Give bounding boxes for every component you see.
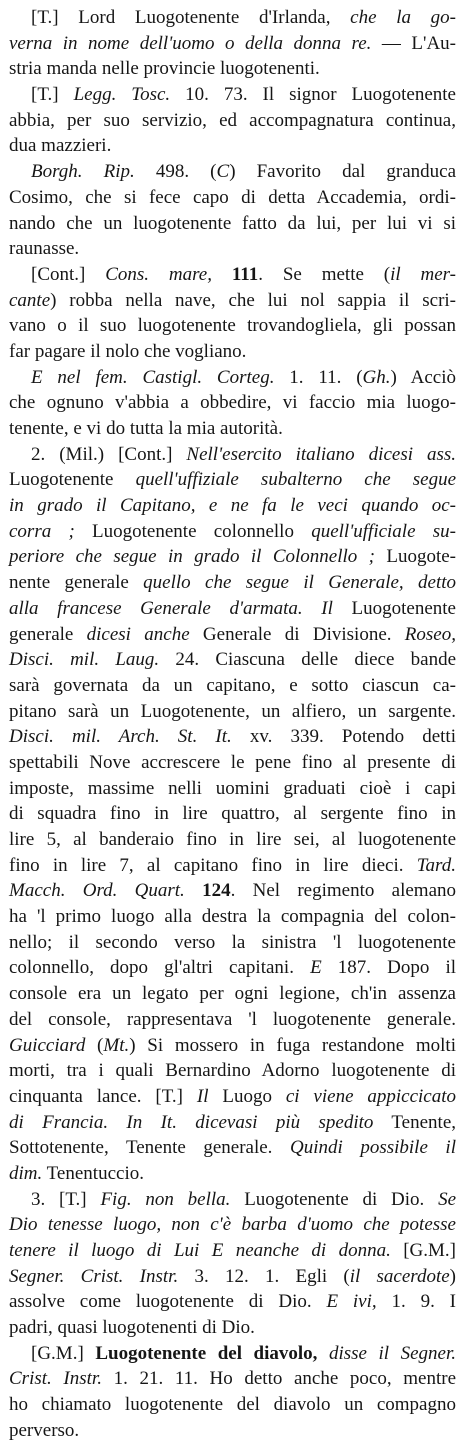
text-line	[9, 31, 456, 57]
text-line	[9, 750, 456, 776]
text-segment: Luogo	[208, 1085, 286, 1107]
text-segment: lire 5, al banderaio fino in lire sei, al luogotenente	[9, 829, 456, 850]
text-line	[9, 776, 456, 802]
text-segment: . Se mette (	[258, 263, 391, 285]
text-segment: ha 'l primo luogo alla destra la compagnia del colon-	[9, 906, 456, 928]
text-segment: 24. Ciascuna delle diece bande	[159, 649, 456, 671]
italic-text: Roseo,	[404, 623, 456, 645]
text-line	[9, 1187, 456, 1213]
italic-text: disse il Segner.	[317, 1342, 457, 1364]
text-segment: tenente, e vi do tutta la mia autorità.	[9, 418, 283, 439]
italic-text: Fig. non bella.	[100, 1188, 231, 1210]
text-line	[9, 724, 456, 750]
text-segment: 1. 9. I	[376, 1291, 456, 1313]
text-segment: 1. 11. (	[274, 366, 363, 388]
text-line	[9, 1392, 456, 1418]
text-segment: di squadra fino in lire quattro, al sergente fino in	[9, 803, 456, 825]
text-line	[9, 1341, 456, 1367]
italic-text: Se	[438, 1188, 456, 1210]
italic-text: Legg. Tosc.	[73, 84, 171, 106]
text-line	[9, 236, 456, 262]
text-segment: imposte, massime nelli uomini graduati cioè i capi	[9, 777, 456, 799]
text-segment: nente generale	[9, 572, 144, 594]
text-line	[9, 596, 456, 622]
text-segment: 3. [T.]	[31, 1188, 101, 1210]
text-segment: ) Acciò	[390, 366, 456, 388]
italic-text: Cons. mare,	[105, 263, 212, 285]
text-line	[9, 1135, 456, 1161]
text-line	[9, 699, 456, 725]
bold-text: Luogotenente del diavolo,	[95, 1342, 318, 1364]
text-line	[9, 930, 456, 956]
text-segment: [T.]	[31, 84, 74, 106]
text-line	[9, 1238, 456, 1264]
text-line	[9, 467, 456, 493]
italic-text: Crist. Instr.	[9, 1368, 102, 1390]
text-segment: — L'Au-	[371, 32, 457, 54]
text-segment: ) Si mossero in fuga restandone molti	[129, 1034, 456, 1056]
text-segment: (	[85, 1034, 104, 1056]
text-segment: 3. 12. 1. Egli (	[178, 1265, 350, 1287]
italic-text: Segner. Crist. Instr.	[9, 1265, 179, 1287]
italic-text: in grado il Capitano, e ne fa le veci quando oc-	[9, 495, 456, 517]
text-segment: 1. 21. 11. Ho detto anche poco, mentre	[101, 1368, 456, 1390]
italic-text: periore che segue in grado il Colonnello ;	[9, 546, 375, 568]
text-segment: xv. 339. Potendo detti	[231, 726, 456, 748]
italic-text: Il	[196, 1085, 209, 1107]
italic-text: E ivi,	[326, 1291, 377, 1313]
text-segment: Luogotenente di Dio.	[230, 1188, 439, 1210]
italic-text: Quindi possibile il	[289, 1137, 456, 1159]
text-segment: [T.] Lord Luogotenente d'Irlanda,	[31, 7, 351, 28]
italic-text: il mer-	[390, 263, 456, 285]
text-line	[9, 1289, 456, 1315]
italic-text: Guicciard	[9, 1034, 86, 1056]
italic-text: Mt.	[103, 1034, 130, 1056]
text-line	[9, 673, 456, 699]
text-line	[9, 365, 456, 391]
text-segment: Luogotenente colonnello	[74, 520, 312, 542]
text-line	[9, 570, 456, 596]
text-line	[9, 1058, 456, 1084]
italic-text: Macch. Ord. Quart.	[9, 880, 185, 902]
text-segment: Sottotenente, Tenente generale.	[9, 1137, 290, 1159]
text-segment: assolve come luogotenente di Dio.	[9, 1291, 327, 1313]
text-segment: [G.M.]	[390, 1240, 456, 1261]
text-segment: morti, tra i quali Bernardino Adorno luogotenente di	[9, 1060, 456, 1082]
text-segment: Tenente,	[373, 1111, 456, 1133]
text-segment: perverso.	[9, 1419, 80, 1441]
italic-text: ci viene appiccicato	[285, 1085, 456, 1107]
text-line	[9, 981, 456, 1007]
text-line	[9, 1418, 456, 1444]
bold-text: 124	[184, 880, 231, 902]
italic-text: quell'ufficiale su-	[311, 520, 456, 542]
text-segment: Cosimo, che si fece capo di detta Accademia, ordi-	[9, 186, 456, 208]
italic-text: E nel fem. Castigl. Corteg.	[31, 366, 275, 388]
text-line	[9, 442, 456, 468]
text-line	[9, 1007, 456, 1033]
text-segment: del console, rappresentava 'l luogotenente generale.	[9, 1008, 456, 1030]
italic-text: Dio tenesse luogo, non c'è barba d'uomo che potesse	[9, 1214, 456, 1236]
text-segment: far pagare il nolo che vogliano.	[9, 340, 247, 362]
text-segment: [Cont.]	[31, 263, 106, 285]
text-line	[9, 1212, 456, 1238]
text-segment: 187. Dopo il	[321, 957, 457, 979]
text-segment: ) Favorito dal granduca	[229, 161, 456, 183]
text-segment: Luogote-	[374, 546, 456, 568]
italic-text: corra ;	[9, 520, 75, 542]
text-line	[9, 827, 456, 853]
text-line	[9, 853, 456, 879]
text-segment: nando che un luogotenente fatto da lui, per lui vi si	[9, 212, 456, 234]
text-line	[9, 904, 456, 930]
text-segment: raunasse.	[9, 238, 80, 260]
text-segment: console era un legato per ogni legione, ch'in assenza	[9, 983, 456, 1005]
text-line	[9, 955, 456, 981]
text-line	[9, 878, 456, 904]
text-segment: Generale di Divisione.	[189, 623, 405, 645]
text-line	[9, 1161, 456, 1187]
text-segment: padri, quasi luogotenenti di Dio.	[9, 1317, 255, 1339]
text-segment: . Nel regimento alemano	[230, 880, 456, 902]
text-line	[9, 544, 456, 570]
text-segment: 2. (Mil.) [Cont.]	[31, 443, 187, 465]
italic-text: quell'uffiziale subalterno che segue	[135, 469, 457, 491]
text-line	[9, 622, 456, 648]
text-segment: )	[449, 1265, 456, 1287]
text-line	[9, 313, 456, 339]
text-segment: Luogotenente	[9, 469, 136, 491]
text-line	[9, 5, 456, 31]
italic-text: Borgh. Rip.	[31, 161, 135, 183]
text-line	[9, 1110, 456, 1136]
text-segment: cinquanta lance. [T.]	[9, 1085, 197, 1107]
text-line	[9, 185, 456, 211]
text-segment: colonnello, dopo gl'altri capitani.	[9, 957, 311, 979]
italic-text: cante	[9, 289, 51, 311]
text-line	[9, 108, 456, 134]
text-line	[9, 56, 456, 82]
text-segment: sarà governata da un capitano, e sotto ciascun ca-	[9, 674, 456, 696]
text-segment: ) robba nella nave, che lui nol sappia il scri-	[50, 289, 456, 311]
italic-text: il sacerdote	[349, 1265, 450, 1287]
text-segment: nello; il secondo verso la sinistra 'l luogotenente	[9, 931, 456, 953]
italic-text: tenere il luogo di Lui E neanche di donna.	[9, 1240, 391, 1261]
text-segment: vano o il suo luogotenente trovandogliela, gli possan	[9, 315, 456, 337]
italic-text: Disci. mil. Arch. St. It.	[9, 726, 232, 748]
text-segment: [G.M.]	[31, 1342, 96, 1364]
italic-text: quello che segue il Generale, detto	[143, 572, 456, 594]
italic-text: Nell'esercito italiano dicesi ass.	[186, 443, 457, 465]
bold-text: 111	[211, 263, 259, 285]
italic-text: alla francese Generale d'armata. Il	[9, 597, 333, 619]
text-line	[9, 1366, 456, 1392]
text-segment: pitano sarà un Luogotenente, un alfiero, un sargente.	[9, 700, 456, 722]
text-segment: abbia, per suo servizio, ed accompagnatura continua,	[9, 109, 456, 131]
text-line	[9, 390, 456, 416]
text-segment: fino in lire 7, al capitano fino in lire dieci.	[9, 854, 417, 876]
italic-text: Tard.	[416, 854, 456, 876]
italic-text: C	[216, 161, 230, 183]
text-segment: Luogotenente	[332, 597, 456, 619]
text-line	[9, 288, 456, 314]
italic-text: verna in nome dell'uomo o della donna re.	[9, 32, 372, 54]
text-segment: generale	[9, 623, 87, 645]
text-line	[9, 416, 456, 442]
text-line	[9, 647, 456, 673]
italic-text: dicesi anche	[86, 623, 190, 645]
text-segment: che ognuno v'abbia a obbedire, vi faccio mia luogo-	[9, 392, 456, 414]
text-line	[9, 262, 456, 288]
text-line	[9, 801, 456, 827]
text-segment: Tenentuccio.	[42, 1162, 144, 1184]
text-segment: ho chiamato luogotenente del diavolo un compagno	[9, 1394, 456, 1416]
text-segment: 498. (	[134, 161, 217, 183]
text-line	[9, 339, 456, 365]
text-line	[9, 133, 456, 159]
text-segment: dua mazzieri.	[9, 135, 112, 157]
italic-text: che la go-	[350, 7, 456, 28]
text-line	[9, 1315, 456, 1341]
italic-text: Disci. mil. Laug.	[9, 649, 160, 671]
text-segment: 10. 73. Il signor Luogotenente	[170, 84, 456, 106]
text-segment: spettabili Nove accrescere le pene fino al presente di	[9, 751, 456, 773]
italic-text: dim.	[9, 1162, 43, 1184]
text-segment: stria manda nelle provincie luogotenenti.	[9, 58, 320, 80]
italic-text: E	[310, 957, 322, 979]
text-line	[9, 493, 456, 519]
text-line	[9, 1033, 456, 1059]
italic-text: di Francia. In It. dicevasi più spedito	[9, 1111, 374, 1133]
italic-text: Gh.	[362, 366, 391, 388]
text-line	[9, 159, 456, 185]
text-line	[9, 211, 456, 237]
text-line	[9, 519, 456, 545]
text-line	[9, 1264, 456, 1290]
text-line	[9, 82, 456, 108]
text-line	[9, 1084, 456, 1110]
